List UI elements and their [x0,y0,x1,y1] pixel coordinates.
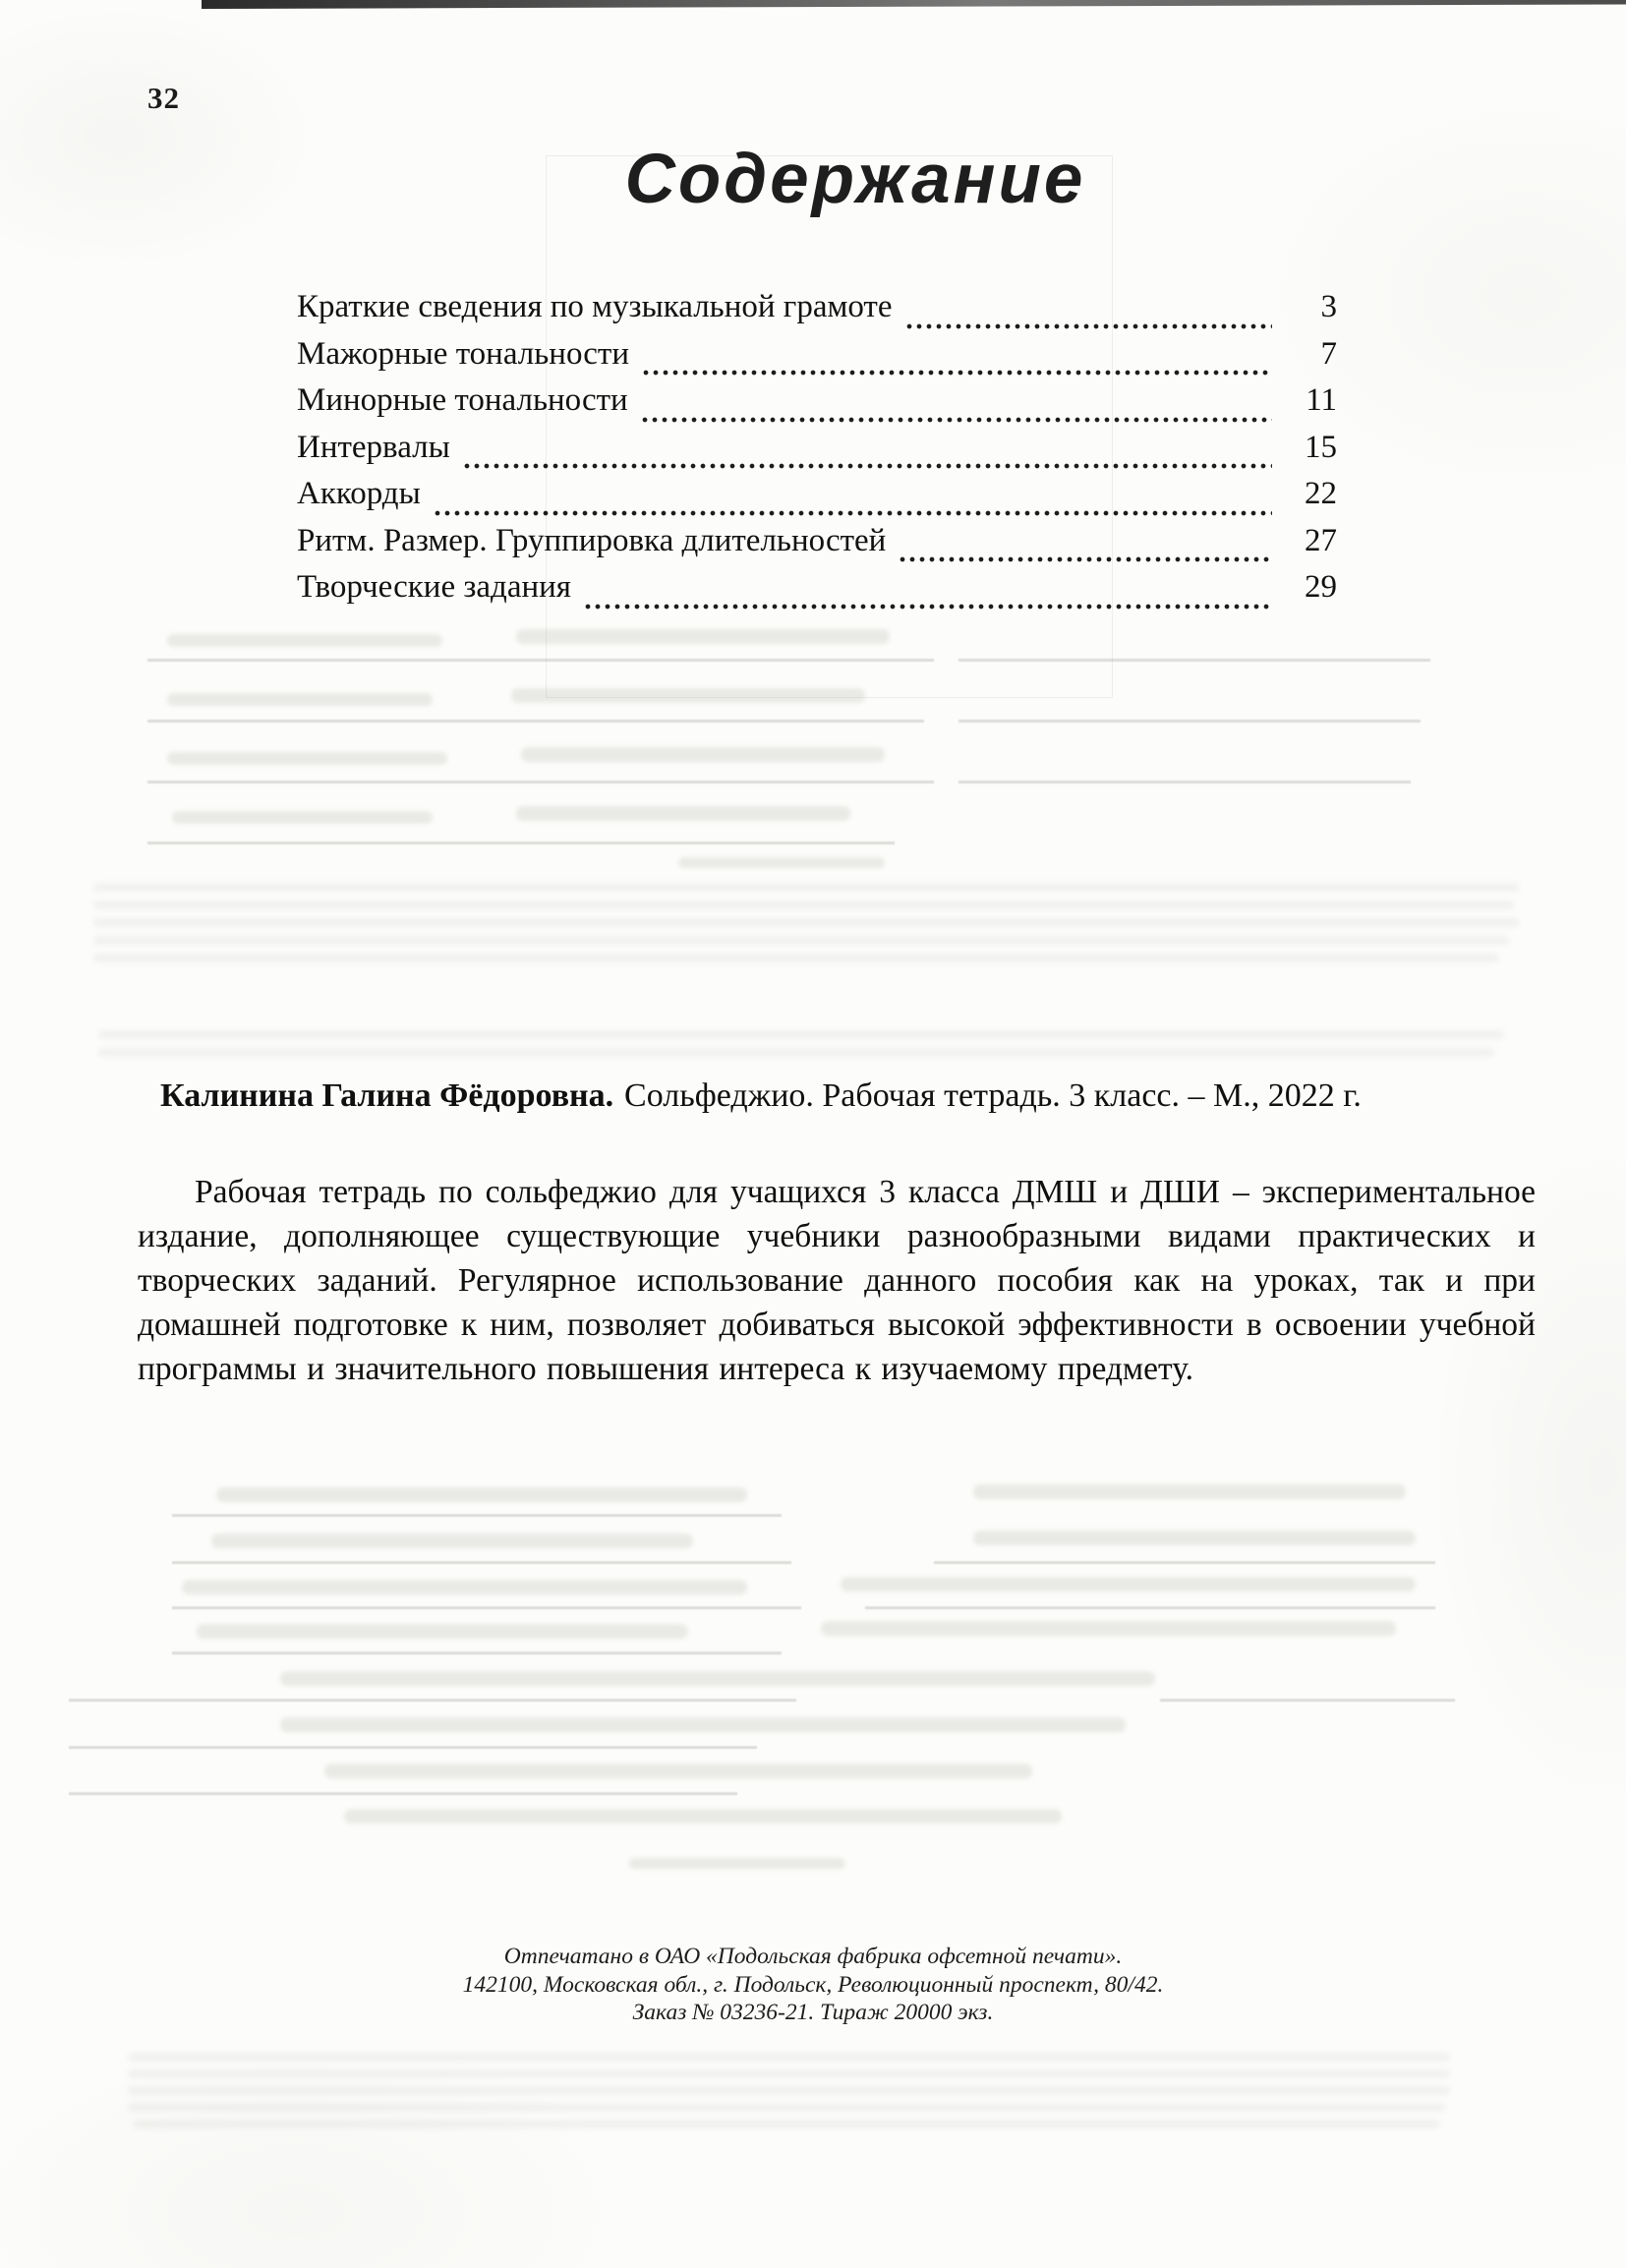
bleed-through-line [172,1561,791,1564]
toc-entry-page: 15 [1305,429,1337,465]
bleed-through-text [344,1809,1062,1824]
toc-leader-dots [641,336,1272,383]
bleed-through-line [958,720,1421,723]
toc-leader-dots [433,476,1272,523]
bleed-through-text [511,688,865,703]
bleed-through-line [93,918,1519,927]
toc-entry-label: Краткие сведения по музыкальной грамоте [297,289,893,324]
toc-entry-page: 11 [1306,382,1337,418]
bleed-through-line [172,1606,801,1609]
toc-leader-dots [640,382,1272,430]
toc-entry-page: 7 [1320,335,1337,372]
bleed-through-text [521,747,885,762]
bleed-through-text [167,752,447,765]
bleed-through-line [958,659,1430,662]
bleed-through-line [172,1514,782,1517]
bleed-through-line [172,1652,782,1655]
bleed-through-line [865,1606,1435,1609]
bleed-through-line [128,2103,1445,2112]
toc-leader-dots [904,289,1272,336]
bleed-through-line [133,2120,1440,2128]
table-of-contents [297,289,1337,616]
bleed-through-text [678,857,885,868]
bleed-through-line [98,1048,1494,1057]
bleed-through-line [958,781,1411,784]
toc-entry-page: 3 [1320,289,1337,324]
bleed-through-text [821,1621,1396,1636]
toc-entry [297,476,1337,523]
bleed-through-text [280,1671,1155,1686]
bleed-through-text [167,634,442,647]
toc-entry-label: Интервалы [297,429,450,465]
bleed-through-text [216,1487,747,1502]
bleed-through-text [167,693,433,706]
bleed-through-text [516,806,850,821]
bleed-through-text [973,1484,1406,1499]
toc-entry-page: 22 [1305,476,1337,511]
bleed-through-line [93,901,1514,909]
bleed-through-line [147,842,895,844]
bleed-through-line [128,2086,1450,2095]
bleed-through-text [280,1717,1126,1732]
toc-entry [297,430,1337,477]
toc-leader-dots [898,523,1272,570]
toc-entry [297,382,1337,430]
bleed-through-text [211,1534,693,1548]
bleed-through-text [197,1624,688,1639]
bleed-through-line [147,720,924,723]
scan-artifact-strip [202,0,1626,9]
bleed-through-line [1160,1699,1455,1702]
imprint-block [0,1943,1626,2027]
toc-entry [297,336,1337,383]
bleed-through-text [182,1580,747,1595]
bleed-through-text [973,1531,1416,1545]
bleed-through-line [93,936,1509,945]
imprint-line: 142100, Московская обл., г. Подольск, Революционный проспект, 80/42. [462,1971,1164,1998]
bleed-through-line [98,1030,1504,1039]
page-title: Содержание [624,141,1086,218]
bleed-through-line [147,659,934,662]
bleed-through-text [841,1577,1416,1592]
book-author: Калинина Галина Фёдоровна. [160,1077,614,1114]
toc-entry [297,569,1337,616]
toc-entry-label: Минорные тональности [297,382,628,418]
page-number: 32 [147,81,180,115]
bleed-through-line [128,2053,1450,2062]
bleed-through-text [516,629,890,644]
book-title-info: Сольфеджио. Рабочая тетрадь. 3 класс. – М., 2022 г. [624,1077,1362,1114]
bleed-through-line [128,2069,1450,2078]
toc-entry-label: Ритм. Размер. Группировка длительностей [297,522,887,558]
book-citation [160,1077,1537,1115]
toc-entry-label: Мажорные тональности [297,335,630,372]
toc-leader-dots [462,430,1272,477]
bleed-through-text [629,1858,845,1869]
bleed-through-line [69,1792,737,1795]
toc-entry-label: Творческие задания [297,569,571,605]
bleed-through-line [69,1746,757,1749]
toc-entry [297,523,1337,570]
bleed-through-line [69,1699,796,1702]
toc-entry-page: 27 [1305,522,1337,558]
bleed-through-line [93,954,1499,962]
bleed-through-text [172,811,433,824]
imprint-line: Заказ № 03236-21. Тираж 20000 экз. [632,2000,994,2025]
toc-leader-dots [583,569,1272,616]
bleed-through-line [934,1561,1435,1564]
imprint-line: Отпечатано в ОАО «Подольская фабрика офсетной печати». [503,1944,1123,1969]
bleed-through-line [93,883,1519,892]
toc-entry-label: Аккорды [297,476,421,511]
toc-entry [297,289,1337,336]
bleed-through-text [324,1764,1032,1778]
bleed-through-line [147,781,934,784]
annotation-paragraph: Рабочая тетрадь по сольфеджио для учащихся 3 класса ДМШ и ДШИ – экспериментальное издание, дополняющее существующие учебники разнообразными видами практических и творческих заданий. Регулярное использование данного пособия как на уроках, так и при домашней подготовке к ним, позволяет добиваться высокой эффективности в освоении учебной программы и значительного повышения интереса к изучаемому предмету. [138,1174,1536,1387]
toc-entry-page: 29 [1305,569,1337,605]
